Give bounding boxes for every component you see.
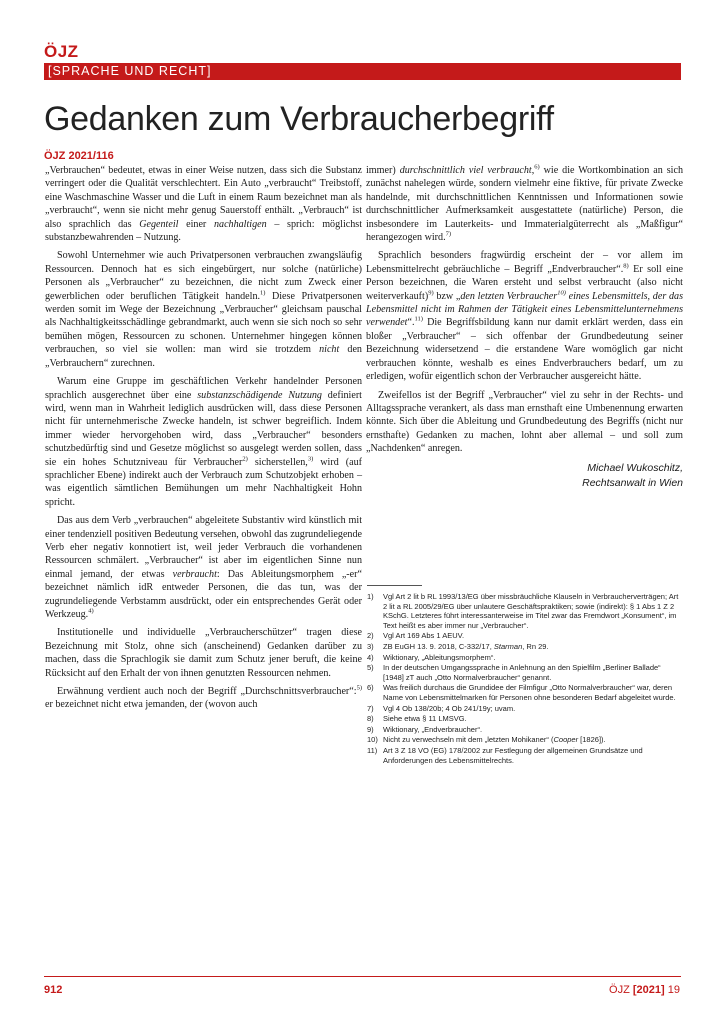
body-column-left [45, 164, 362, 717]
footnote-number: 4) [367, 652, 374, 662]
body-paragraph-continued: immer) durchschnittlich viel verbraucht,$^{6)}$ wie die Wortkombination an sich zunächst nahelegen würde, sondern vielmehr eine fiktive, für private Zwecke handelnde, mit durchschnittlichen Kenntnissen und Informationen sowie durchschnittlicher Aufmerksamkeit ausgestattete (natürliche) Person, die insbesondere im Lauterkeits- und Immaterialgüterrecht als „Maßfigur“ herangezogen wird.$^{7)}$ [366, 163, 683, 244]
footnote-divider [367, 585, 422, 586]
footnote-text: Vgl Art 2 lit b RL 1993/13/EG über missbräuchliche Klauseln in Verbraucherverträgen; Art 2 lit a RL 2005/29/EG über unlautere Geschäftspraktiken; sowie (indirekt): § 1 Abs 1 Z 2 KSchG. Letzteres führt interessanterweise im Titel zwar das Fremdwort „Konsument“, im Text heißt es aber immer nur „Verbraucher“. [383, 592, 679, 630]
body-paragraph: Zweifellos ist der Begriff „Verbraucher“ viel zu sehr in der Rechts- und Alltagssprache verankert, als dass man ernsthaft eine Umbenennung erwarten könnte. Sich über die Ableitung und Grundbedeutung des Begriffs (nicht nur ernsthafte) Gedanken zu machen, lohnt aber allemal – und soll zum „Nachdenken“ anregen. [366, 389, 683, 455]
footnote-item [367, 704, 680, 714]
footnote-number: 7) [367, 703, 374, 713]
article-citation: ÖJZ 2021/116 [44, 150, 114, 162]
page-number: 912 [44, 984, 63, 996]
footnote-number: 3) [367, 641, 374, 651]
footnote-item [367, 735, 680, 745]
footnote-number: 8) [367, 714, 374, 724]
footnote-text: Wiktionary, „Ableitungsmorphem“. [383, 652, 496, 662]
footnote-item [367, 642, 680, 652]
author-signature [366, 461, 683, 491]
footer-issue: 19 [667, 984, 680, 996]
footer-journal: ÖJZ [609, 984, 630, 996]
footer-year: [2021] [632, 984, 665, 996]
body-paragraph: Warum eine Gruppe im geschäftlichen Verkehr handelnder Personen sprachlich ausgerechnet über eine substanzschädigende Nutzung definiert wird, wenn man in Wahrheit lediglich ausdrücken will, dass diese Personen nicht für unternehmerische Zwecke handeln, ist schwer begreiflich. Indem immer wieder hervorgehoben wird, dass „Verbraucher“ besonders schutzbedürftig sind und Gesetze möglichst so ausgelegt werden sollen, dass sie ein hohes Schutzniveau für Verbraucher$^{2)}$ sicherstellen,$^{3)}$ wird (auf sprachlicher Ebene) indirekt auch der Verbrauch zum Schutzobjekt erhoben – was eigentlich sämtlichen Bemühungen um mehr Nachhaltigkeit Hohn spricht. [45, 376, 362, 508]
section-label: [SPRACHE UND RECHT] [48, 64, 212, 78]
footnote-text: Art 3 Z 18 VO (EG) 178/2002 zur Festlegung der allgemeinen Grundsätze und Anforderungen des Lebensmittelrechts. [383, 745, 643, 765]
footnote-number: 10) [367, 735, 378, 745]
footnote-number: 9) [367, 724, 374, 734]
footer-journal-info [609, 984, 680, 996]
footnote-text: Nicht zu verwechseln mit dem „letzten Mohikaner“ (Cooper [1826]). [383, 735, 606, 745]
body-paragraph: Institutionelle und individuelle „Verbraucherschützer“ tragen diese Bezeichnung mit Stolz, ohne sich (anscheinend) Gedanken darüber zu machen, dass die Sprachlogik sie damit zum Schutz jener beruft, die keine Rücksicht auf den Erhalt der von ihnen genutzten Ressourcen nehmen. [45, 627, 362, 679]
footnote-item [367, 592, 680, 630]
footnote-list [367, 592, 680, 766]
footnote-item [367, 653, 680, 663]
footnote-item [367, 714, 680, 724]
body-paragraph: Sprachlich besonders fragwürdig erscheint der – vor allem im Lebensmittelrecht gebräuchliche – Begriff „Endverbraucher“.$^{8)}$ Er soll eine Person bezeichnen, die Waren ersteht und selbst verbraucht (also nicht weiterverkauft)$^{9)}$ bzw „den letzten Verbraucher$^{10)}$ eines Lebensmittels, der das Lebensmittel nicht im Rahmen der Tätigkeit eines Lebensmittelunternehmens verwendet“.$^{11)}$ Die Begriffsbildung kann nur damit erklärt werden, dass ein bloßer „Verbraucher“ – sich offenbar der Grundbedeutung seiner Bezeichnung widersetzend – die erstandene Ware womöglich gar nicht verbrauchen könnte, weshalb es eines Endverbrauchers bedarf, um zu erledigen, wofür eigentlich schon der Verbraucher ausgereicht hätte. [366, 250, 683, 383]
footnote-text: Vgl Art 169 Abs 1 AEUV. [383, 631, 465, 641]
footnote-text: Siehe etwa § 11 LMSVG. [383, 714, 467, 724]
footnote-number: 1) [367, 592, 374, 601]
footer-rule [44, 976, 681, 977]
body-paragraph: Sowohl Unternehmer wie auch Privatpersonen verbrauchen zwangsläufig Ressourcen. Dennoch hat es sich eingebürgert, nur solche (natürliche) Personen als „Verbraucher“ zu bezeichnen, die nicht zum Zweck einer gewerblichen oder beruflichen Tätigkeit handeln.$^{1)}$ Diese Privatpersonen werden somit im Wege der Bezeichnung „Verbraucher“ gleichsam pauschal als Nachhaltigkeitsschädlinge gebrandmarkt, auch wenn sie sich noch so sehr bemühen mögen, Ressourcen zu schonen. Unternehmer hingegen können verbrauchen, so viel sie wollen: man wird sie trotzdem nicht den „Verbrauchern“ zurechnen. [45, 250, 362, 369]
body-paragraph: Erwähnung verdient auch noch der Begriff „Durchschnittsverbraucher“:$^{5)}$ er bezeichnet nicht etwa jemanden, der (wovon auch [45, 684, 362, 711]
body-column-right [366, 164, 683, 491]
footnote-number: 6) [367, 683, 374, 693]
author-name: Michael Wukoschitz, [587, 461, 683, 474]
journal-logo: ÖJZ [44, 42, 79, 61]
article-title: Gedanken zum Verbraucherbegriff [44, 100, 554, 138]
footnote-text: Vgl 4 Ob 138/20b; 4 Ob 241/19y; uvam. [383, 703, 516, 713]
footnote-item [367, 725, 680, 735]
footnote-item [367, 746, 680, 765]
footnote-number: 5) [367, 663, 374, 673]
body-paragraph: Das aus dem Verb „verbrauchen“ abgeleitete Substantiv wird künstlich mit einer tendenziell positiven Bedeutung versehen, obwohl das zugrundeliegende Verb eher negativ konnotiert ist, weil jeder Verbrauch die vorhandenen Ressourcen schmälert. „Verbraucher“ ist aber im eigentlichen Sinne nun einmal jemand, der etwas verbraucht: Das Ableitungsmorphem „-er“ bezeichnet nämlich idR entweder Personen, die das tun, was der zugrundeliegende Verbstamm ausdrückt, oder ein entsprechendes Gerät oder Werkzeug.$^{4)}$ [45, 515, 362, 620]
footnote-text: Was freilich durchaus die Grundidee der Filmfigur „Otto Normalverbraucher“ war, deren Name von Lebensmittelmarken für Personen ohne besonderen Bedarf abgeleitet wurde. [383, 683, 676, 702]
footnote-number: 11) [367, 745, 378, 755]
footnote-item [367, 663, 680, 682]
footnote-item [367, 683, 680, 702]
footnote-text: Wiktionary, „Endverbraucher“. [383, 724, 483, 734]
author-title: Rechtsanwalt in Wien [582, 476, 683, 489]
footnote-text: In der deutschen Umgangssprache in Anlehnung an den Spielfilm „Berliner Ballade“ [1948] zT auch „Otto Normalverbraucher“ genannt. [383, 663, 661, 682]
body-paragraph: „Verbrauchen“ bedeutet, etwas in einer Weise nutzen, dass sich die Substanz verringert oder die Qualität verschlechtert. Ein Auto „verbraucht“ Treibstoff, eine Waschmaschine Wasser und die Luft in einem Raum bezeichnet man als „verbraucht“, wenn sie nicht mehr genug Sauerstoff enthält. „Verbrauch“ ist also sprachlich das Gegenteil einer nachhaltigen – sprich: möglichst substanzbewahrenden – Nutzung. [45, 165, 363, 244]
footnote-item [367, 631, 680, 641]
footnote-text: ZB EuGH 13. 9. 2018, C-332/17, Starman, Rn 29. [383, 641, 549, 651]
section-band [44, 63, 681, 80]
footnote-number: 2) [367, 631, 374, 641]
